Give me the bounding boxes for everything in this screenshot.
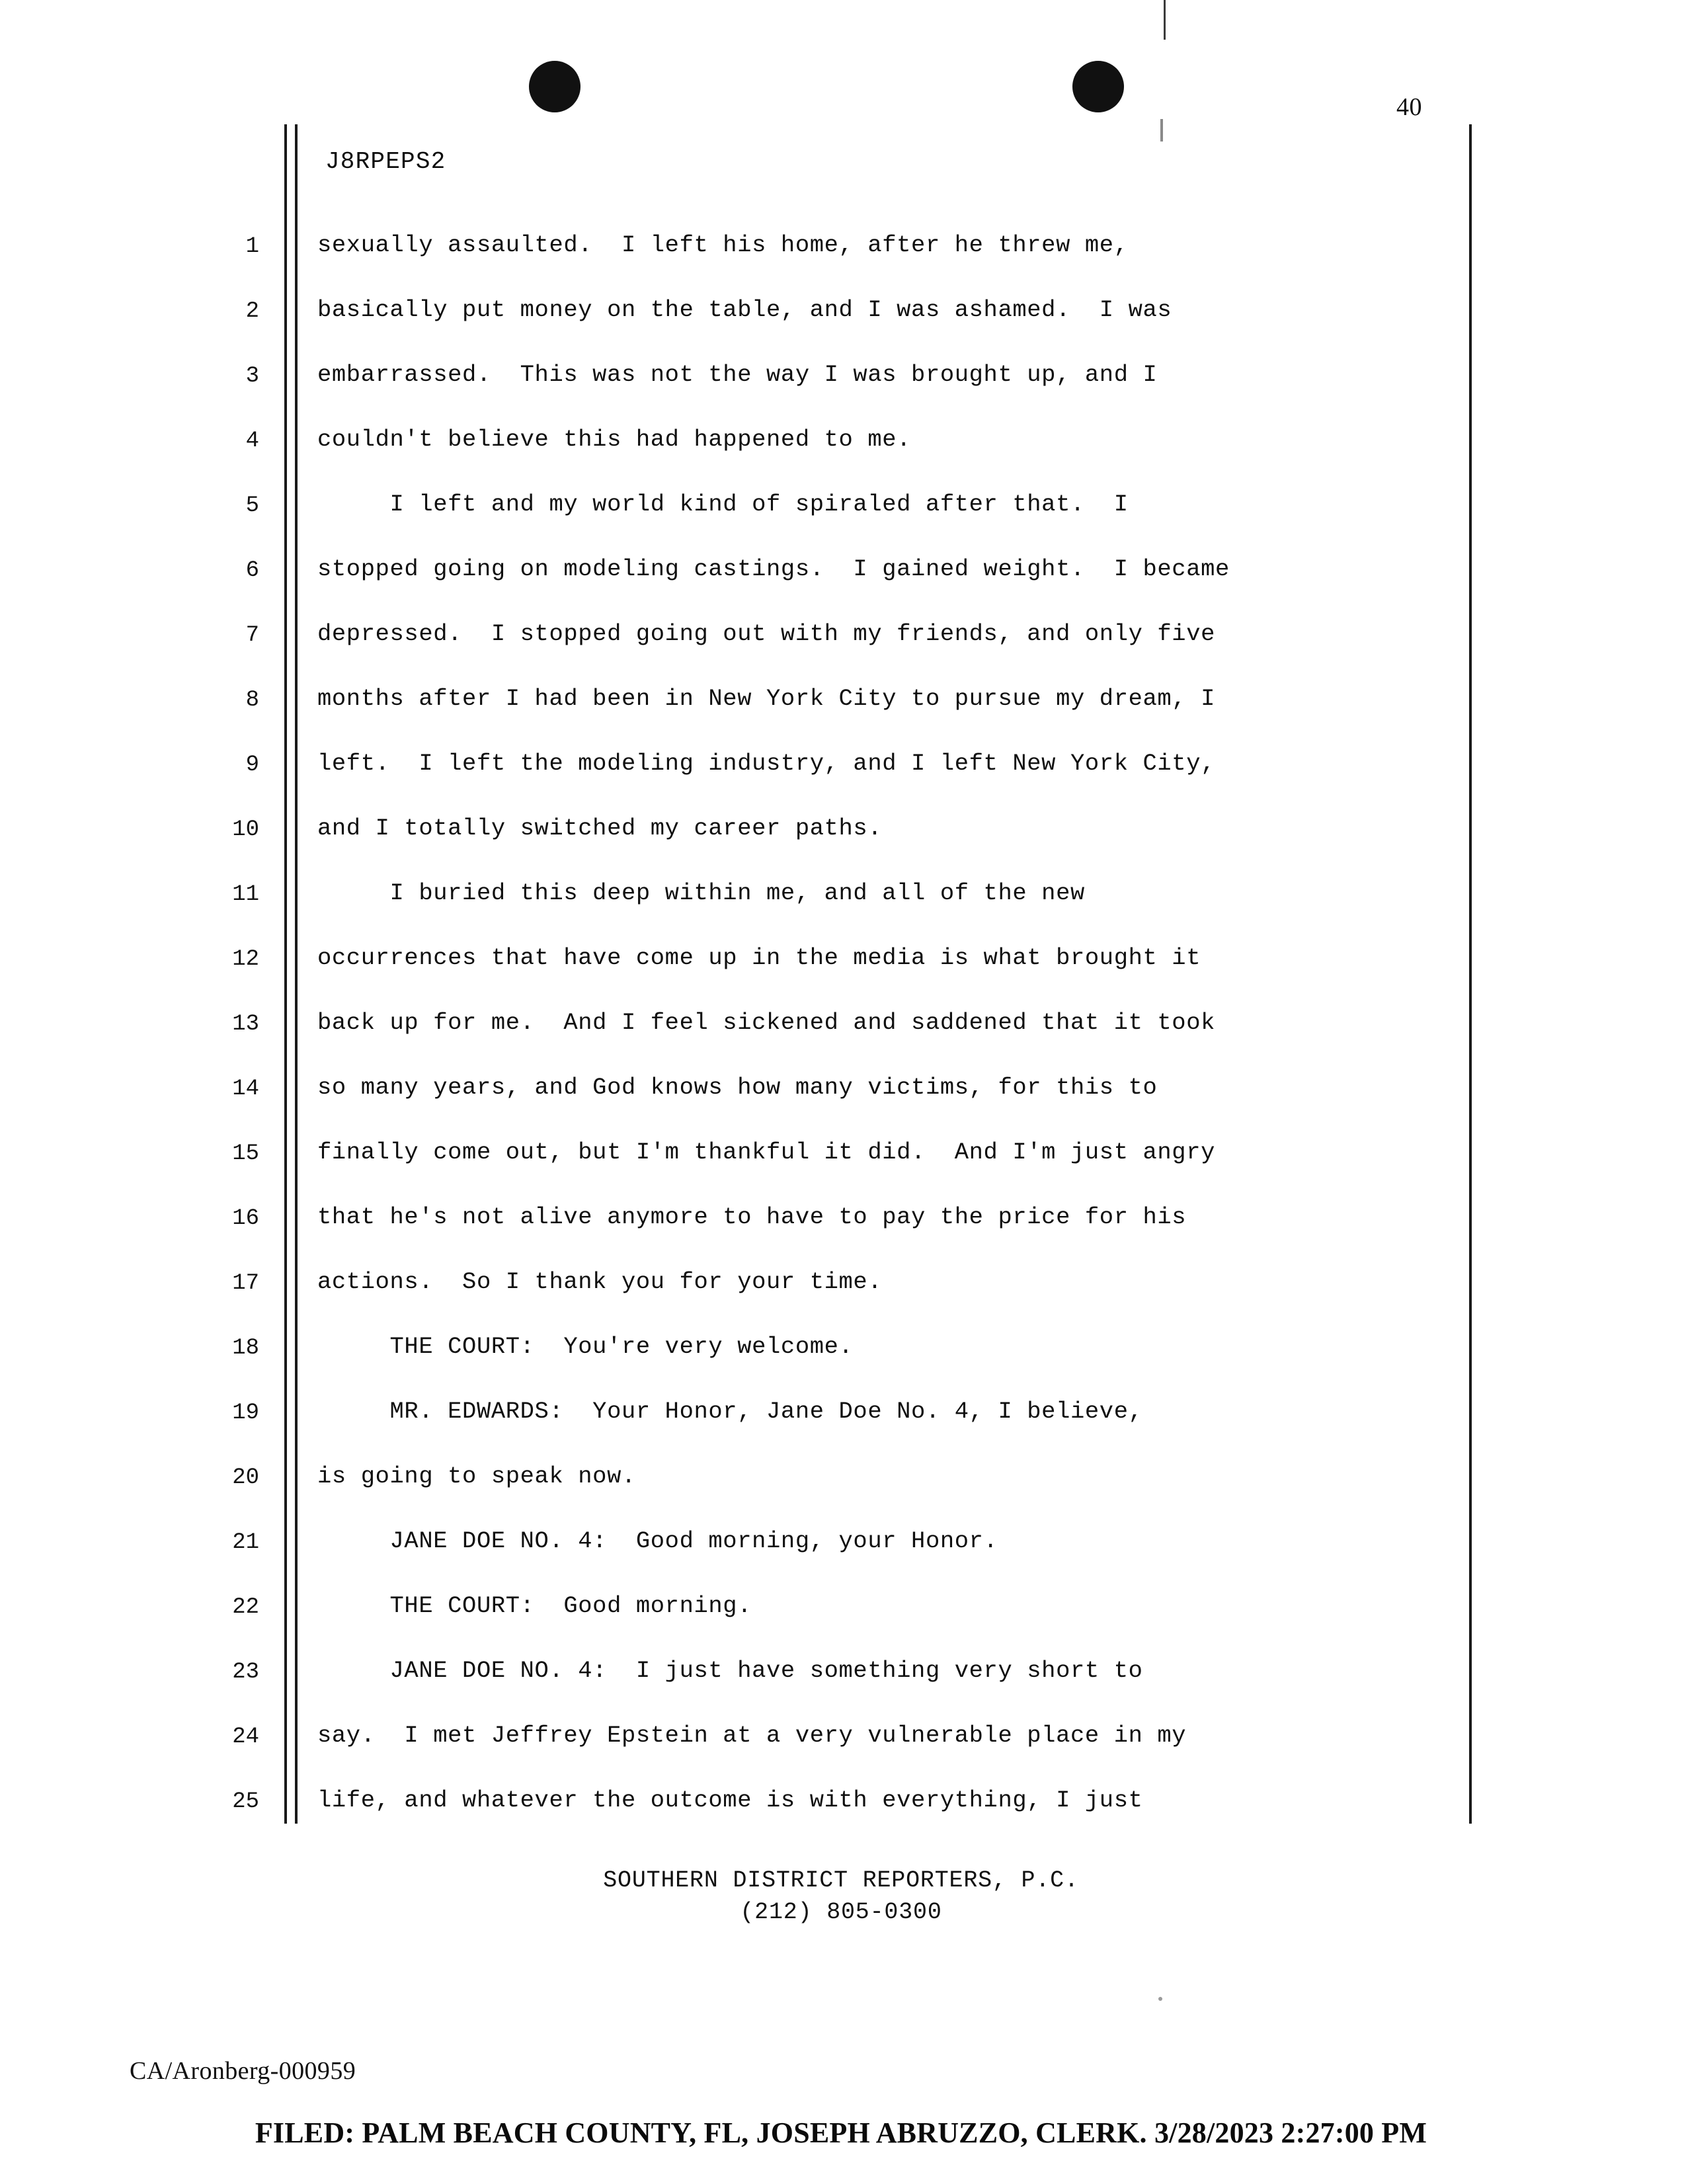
transcript-line bbox=[218, 1262, 1474, 1326]
line-number: 18 bbox=[232, 1336, 259, 1361]
transcript-line bbox=[218, 1521, 1474, 1586]
transcript-line bbox=[218, 873, 1474, 938]
transcript-line bbox=[218, 1780, 1474, 1845]
filed-stamp-text: FILED: PALM BEACH COUNTY, FL, JOSEPH ABRUZZO, CLERK. 3/28/2023 2:27:00 PM bbox=[255, 2117, 1427, 2149]
line-number: 23 bbox=[232, 1660, 259, 1685]
transcript-line bbox=[218, 1326, 1474, 1391]
line-text: couldn't believe this had happened to me. bbox=[317, 426, 912, 453]
line-text: I left and my world kind of spiraled after that. I bbox=[317, 491, 1129, 518]
transcript-line bbox=[218, 484, 1474, 549]
line-text: finally come out, but I'm thankful it did. And I'm just angry bbox=[317, 1139, 1216, 1166]
reporter-name: SOUTHERN DISTRICT REPORTERS, P.C. bbox=[603, 1867, 1079, 1894]
line-text: actions. So I thank you for your time. bbox=[317, 1268, 883, 1295]
transcript-line bbox=[218, 743, 1474, 808]
line-text: MR. EDWARDS: Your Honor, Jane Doe No. 4, I believe, bbox=[317, 1398, 1143, 1425]
filed-stamp bbox=[0, 2116, 1682, 2150]
line-number: 6 bbox=[245, 558, 259, 583]
transcript-code: J8RPEPS2 bbox=[325, 148, 446, 175]
transcript-line bbox=[218, 1456, 1474, 1521]
line-text: say. I met Jeffrey Epstein at a very vulnerable place in my bbox=[317, 1722, 1187, 1749]
transcript-line bbox=[218, 225, 1474, 290]
line-number: 25 bbox=[232, 1789, 259, 1814]
line-text: so many years, and God knows how many victims, for this to bbox=[317, 1074, 1158, 1101]
line-text: life, and whatever the outcome is with everything, I just bbox=[317, 1787, 1143, 1814]
line-number: 13 bbox=[232, 1012, 259, 1037]
transcript-line bbox=[218, 1715, 1474, 1780]
line-text: THE COURT: You're very welcome. bbox=[317, 1333, 854, 1360]
line-number: 24 bbox=[232, 1724, 259, 1750]
line-text: left. I left the modeling industry, and I left New York City, bbox=[317, 750, 1216, 777]
transcript-line bbox=[218, 1002, 1474, 1067]
hole-punch-icon bbox=[1072, 61, 1124, 112]
line-number: 17 bbox=[232, 1271, 259, 1296]
transcript-line bbox=[218, 808, 1474, 873]
line-number: 3 bbox=[245, 364, 259, 389]
transcript-body bbox=[218, 225, 1474, 1845]
transcript-line bbox=[218, 678, 1474, 743]
page-edge-mark bbox=[1164, 0, 1166, 40]
line-number: 19 bbox=[232, 1400, 259, 1426]
page-edge-mark bbox=[1158, 1997, 1162, 2001]
line-text: I buried this deep within me, and all of the new bbox=[317, 879, 1085, 907]
line-number: 20 bbox=[232, 1465, 259, 1490]
line-text: sexually assaulted. I left his home, after he threw me, bbox=[317, 231, 1129, 259]
line-text: basically put money on the table, and I was ashamed. I was bbox=[317, 296, 1172, 323]
transcript-line bbox=[218, 614, 1474, 678]
bates-stamp: CA/Aronberg-000959 bbox=[130, 2057, 356, 2085]
reporter-phone: (212) 805-0300 bbox=[740, 1899, 942, 1926]
line-number: 11 bbox=[232, 882, 259, 907]
line-text: THE COURT: Good morning. bbox=[317, 1592, 752, 1619]
line-text: JANE DOE NO. 4: Good morning, your Honor. bbox=[317, 1527, 998, 1555]
line-text: stopped going on modeling castings. I gained weight. I became bbox=[317, 555, 1230, 583]
line-text: back up for me. And I feel sickened and saddened that it took bbox=[317, 1009, 1216, 1036]
line-number: 21 bbox=[232, 1530, 259, 1555]
transcript-line bbox=[218, 1067, 1474, 1132]
line-number: 22 bbox=[232, 1595, 259, 1620]
transcript-line bbox=[218, 1650, 1474, 1715]
line-number: 12 bbox=[232, 947, 259, 972]
transcript-line bbox=[218, 1391, 1474, 1456]
line-text: embarrassed. This was not the way I was brought up, and I bbox=[317, 361, 1158, 388]
line-text: JANE DOE NO. 4: I just have something very short to bbox=[317, 1657, 1143, 1684]
line-number: 16 bbox=[232, 1206, 259, 1231]
line-text: depressed. I stopped going out with my friends, and only five bbox=[317, 620, 1216, 647]
line-number: 8 bbox=[245, 688, 259, 713]
transcript-line bbox=[218, 354, 1474, 419]
transcript-line bbox=[218, 1132, 1474, 1197]
line-text: occurrences that have come up in the media is what brought it bbox=[317, 944, 1201, 971]
reporter-footer bbox=[0, 1865, 1682, 1929]
transcript-line bbox=[218, 419, 1474, 484]
transcript-line bbox=[218, 549, 1474, 614]
line-number: 14 bbox=[232, 1076, 259, 1102]
line-text: that he's not alive anymore to have to pay the price for his bbox=[317, 1203, 1187, 1231]
line-text: and I totally switched my career paths. bbox=[317, 815, 883, 842]
line-number: 10 bbox=[232, 817, 259, 842]
transcript-line bbox=[218, 938, 1474, 1002]
line-number: 2 bbox=[245, 299, 259, 324]
line-text: months after I had been in New York City to pursue my dream, I bbox=[317, 685, 1216, 712]
line-number: 5 bbox=[245, 493, 259, 518]
line-number: 4 bbox=[245, 428, 259, 454]
transcript-line bbox=[218, 290, 1474, 354]
line-number: 7 bbox=[245, 623, 259, 648]
hole-punch-icon bbox=[529, 61, 581, 112]
transcript-line bbox=[218, 1586, 1474, 1650]
line-number: 9 bbox=[245, 752, 259, 778]
line-text: is going to speak now. bbox=[317, 1463, 636, 1490]
line-number: 1 bbox=[245, 234, 259, 259]
page-edge-mark bbox=[1160, 119, 1163, 142]
line-number: 15 bbox=[232, 1141, 259, 1166]
page-number: 40 bbox=[1396, 93, 1422, 121]
transcript-line bbox=[218, 1197, 1474, 1262]
